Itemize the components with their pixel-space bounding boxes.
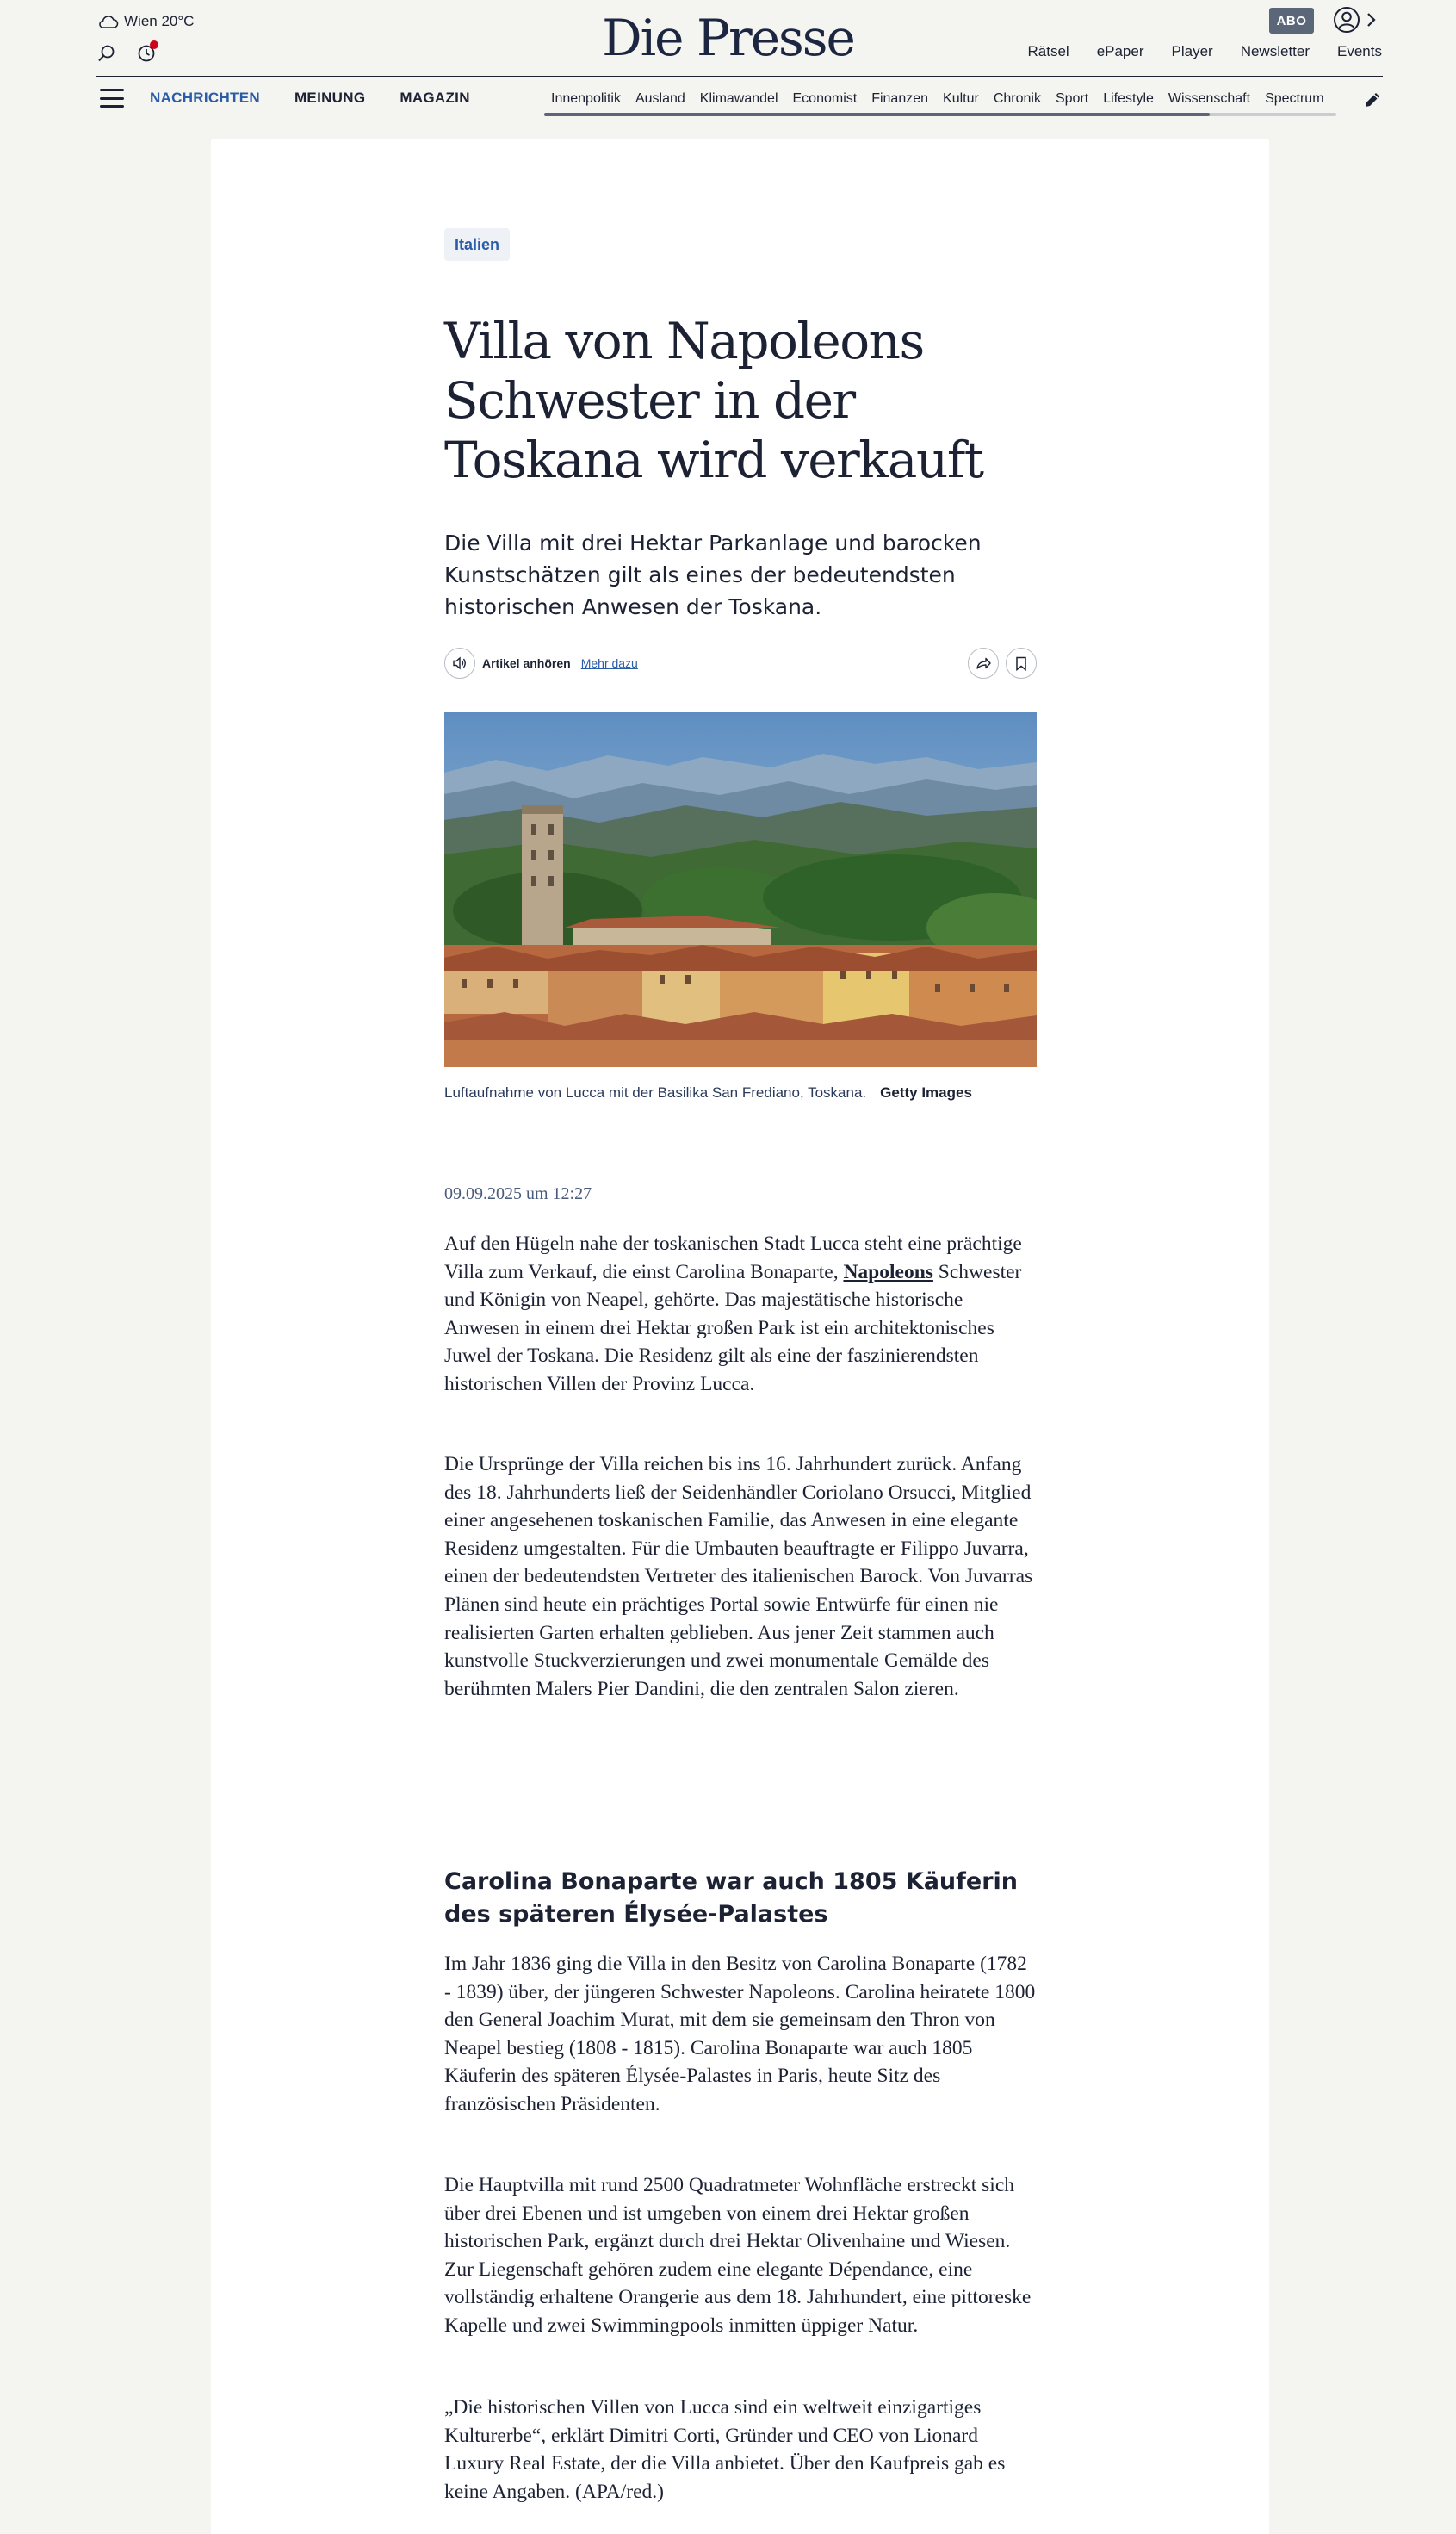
- subnav-item[interactable]: Chronik: [993, 91, 1041, 106]
- header-divider: [96, 76, 1383, 77]
- chevron-right-icon: [1366, 12, 1376, 28]
- nav-magazin[interactable]: MAGAZIN: [400, 90, 470, 106]
- subnav-item[interactable]: Lifestyle: [1103, 91, 1154, 106]
- site-logo[interactable]: Die Presse: [602, 9, 854, 67]
- share-icon[interactable]: [968, 648, 999, 679]
- subnav-item[interactable]: Spectrum: [1265, 91, 1324, 106]
- nav-epaper[interactable]: ePaper: [1096, 43, 1144, 59]
- paragraph-2: Die Ursprünge der Villa reichen bis ins 16. Jahrhundert zurück. Anfang des 18. Jahrhunderts ließ der Seidenhändler Coriolano Orsucci, Mitglied einer angesehenen toskanischen Familie, das Anwesen in eine elegante Residenz umgestalten. Für die Umbauten beauftragte er Filippo Juvarra, einen der bedeutendsten Vertreter des italienischen Barock. Von Juvarras Plänen sind heute ein prächtiges Portal sowie Entwürfe für einen nie realisierten Garten erhalten geblieben. Aus jener Zeit stammen auch kunstvolle Stuckverzierungen und zwei monumentale Gemälde des berühmten Malers Pier Dandini, die den zentralen Salon zieren.: [444, 1453, 1033, 1700]
- p1-text-b: Schwester und Königin von Neapel, gehörte. Das majestätische historische Anwesen in einem drei Hektar großen Park ist ein architektonisches Juwel der Toskana. Die Residenz gilt als eine der faszinierendsten historischen Villen der Provinz Lucca.: [444, 1260, 1022, 1395]
- paragraph-4: Die Hauptvilla mit rund 2500 Quadratmeter Wohnfläche erstreckt sich über drei Ebenen und ist umgeben von einem drei Hektar großen historischen Park, ergänzt durch drei Hektar Olivenhaine und Wiesen. Zur Liegenschaft gehören zudem eine elegante Dépendance, eine vollständig erhaltene Orangerie aus dem 18. Jahrhundert, eine pittoreske Kapelle und zwei Swimmingpools inmitten üppiger Natur.: [444, 2174, 1032, 2337]
- abo-button[interactable]: ABO: [1269, 8, 1314, 34]
- image-credit: Getty Images: [880, 1084, 972, 1101]
- subnav-item[interactable]: Innenpolitik: [551, 91, 621, 106]
- speaker-icon[interactable]: [444, 648, 475, 679]
- article-lead: Die Villa mit drei Hektar Parkanlage und barocken Kunstschätzen gilt als eines der bedeutendsten historischen Anwesen der Toskana.: [444, 531, 982, 619]
- hamburger-menu-icon[interactable]: [100, 89, 124, 108]
- nav-meinung[interactable]: MEINUNG: [294, 90, 366, 106]
- weather-text: Wien 20°C: [124, 13, 195, 29]
- subnav-item[interactable]: Wissenschaft: [1168, 91, 1251, 106]
- subnav-item[interactable]: Ausland: [635, 91, 685, 106]
- listen-article-button[interactable]: Artikel anhören: [482, 656, 571, 670]
- account-menu[interactable]: [1333, 6, 1376, 34]
- paragraph-1: [444, 1230, 1037, 1399]
- napoleons-link[interactable]: Napoleons: [843, 1260, 933, 1283]
- pencil-icon[interactable]: [1362, 90, 1383, 110]
- subnav-item[interactable]: Kultur: [943, 91, 979, 106]
- subnav-item[interactable]: Economist: [792, 91, 858, 106]
- paragraph-3: Im Jahr 1836 ging die Villa in den Besitz von Carolina Bonaparte (1782 - 1839) über, der jüngeren Schwester Napoleons. Carolina heiratete 1800 den General Joachim Murat, mit dem sie gemeinsam den Thron von Neapel bestieg (1808 - 1815). Carolina Bonaparte war auch 1805 Käuferin des späteren Élysée-Palastes in Paris, heute Sitz des französischen Präsidenten.: [444, 1953, 1036, 2115]
- topic-tag[interactable]: Italien: [444, 228, 510, 261]
- main-nav: [150, 90, 470, 107]
- section-subnav: [551, 91, 1339, 107]
- publish-date: 09.09.2025 um 12:27: [444, 1184, 592, 1203]
- hero-image-lucca[interactable]: [444, 712, 1037, 1067]
- caption-text: Luftaufnahme von Lucca mit der Basilika San Frediano, Toskana.: [444, 1084, 867, 1101]
- user-icon: [1333, 6, 1360, 34]
- audio-toolbar: [444, 647, 1037, 680]
- subnav-item[interactable]: Sport: [1055, 91, 1089, 106]
- subnav-item[interactable]: Finanzen: [871, 91, 929, 106]
- nav-player[interactable]: Player: [1171, 43, 1213, 59]
- subnav-item[interactable]: Klimawandel: [699, 91, 778, 106]
- paragraph-5: „Die historischen Villen von Lucca sind ein weltweit einzigartiges Kulturerbe“, erklärt Dimitri Corti, Gründer und CEO von Lionard Luxury Real Estate, der die Villa anbietet. Über den Kaufpreis gab es keine Angaben. (APA/red.): [444, 2396, 1006, 2503]
- nav-nachrichten[interactable]: NACHRICHTEN: [150, 90, 260, 106]
- utility-nav: [1028, 43, 1383, 60]
- more-info-link[interactable]: Mehr dazu: [580, 656, 638, 670]
- nav-events[interactable]: Events: [1337, 43, 1382, 59]
- section-subheading: Carolina Bonaparte war auch 1805 Käuferin des späteren Élysée-Palastes: [444, 1868, 1019, 1928]
- subnav-scrollbar[interactable]: [544, 113, 1210, 116]
- bookmark-icon[interactable]: [1006, 648, 1037, 679]
- nav-raetsel[interactable]: Rätsel: [1027, 43, 1069, 59]
- p1-text-a: Auf den Hügeln nahe der toskanischen Stadt Lucca steht eine prächtige Villa zum Verkauf, die einst Carolina Bonaparte,: [444, 1233, 1022, 1283]
- image-caption: [444, 1080, 1037, 1106]
- article-headline: Villa von Napoleons Schwester in der Toskana wird verkauft: [444, 312, 983, 489]
- nav-newsletter[interactable]: Newsletter: [1240, 43, 1310, 59]
- site-header: [0, 0, 1456, 127]
